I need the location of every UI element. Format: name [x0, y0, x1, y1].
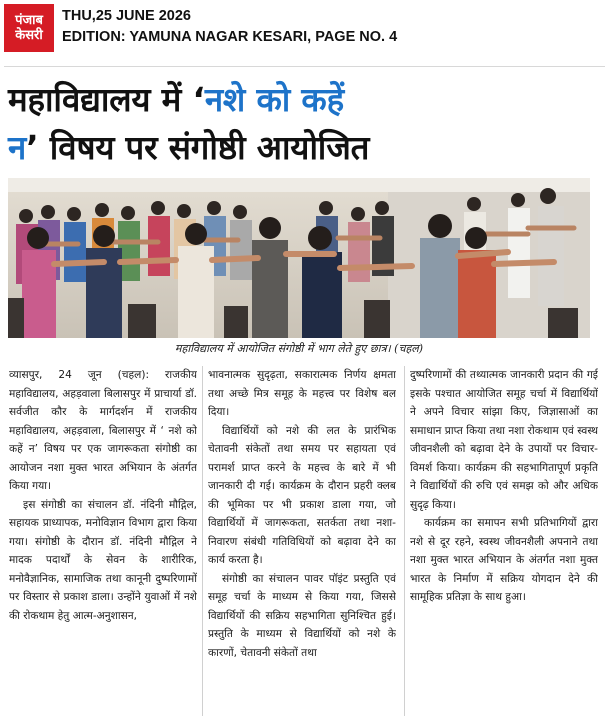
- headline-part-2: ’ विषय पर संगोष्ठी आयोजित: [26, 128, 370, 167]
- column-2-paragraph-2: विद्यार्थियों को नशे की लत के प्रारंभिक चेतावनी संकेतों तथा समय पर सहायता एवं परामर्श प्राप्त करने के महत्त्व के बारे में भी जानकारी दी गई। कार्यक्रम के दौरान प्रहरी क्लब की भूमिका पर भी प्रकाश डाला गया, जो विद्यार्थियों में जागरूकता, सतर्कता तथा नशा-निवारण संबंधी गतिविधियों को बढ़ावा देने का कार्य करता है।: [208, 424, 396, 566]
- column-3-paragraph-1: दुष्परिणामों की तथ्यात्मक जानकारी प्रदान की गई इसके पश्चात आयोजित समूह चर्चा में विद्यार्थियों ने अपने विचार सांझा किए, जिज्ञासाओं का समाधान प्राप्त किया तथा नशा रोकथाम एवं स्वस्थ जीवनशैली को बढ़ावा देने के उपायों पर विचार-विमर्श किया। कार्यक्रम की सहभागितापूर्ण प्रकृति ने विद्यार्थियों की रुचि एवं समझ को और अधिक सुदृढ़ किया।: [410, 369, 598, 511]
- column-2-paragraph-3: संगोष्ठी का संचालन पावर पॉइंट प्रस्तुति एवं समूह चर्चा के माध्यम से किया गया, जिससे विद्यार्थियों की सक्रिय सहभागिता सुनिश्चित हुई। प्रस्तुति के माध्यम से विद्यार्थियों को नशे के कारणों, चेतावनी संकेतों तथा: [208, 572, 396, 659]
- edition-meta: [62, 6, 397, 48]
- article-photo: [8, 178, 590, 338]
- punjab-kesari-logo: [4, 4, 54, 52]
- column-1-paragraph-2: इस संगोष्ठी का संचालन डॉ. नंदिनी मौद्गिल, सहायक प्राध्यापक, मनोविज्ञान विभाग द्वारा किया गया। संगोष्ठी के दौरान डॉ. नंदिनी मौद्गिल ने मादक पदार्थों के सेवन के शारीरिक, मनोवैज्ञानिक, सामाजिक तथा कानूनी दुष्परिणामों पर विस्तार से प्रकाश डाला। उन्होंने युवाओं में नशे की रोकथाम हेतु आत्म-अनुशासन,: [9, 498, 197, 622]
- column-2-paragraph-1: भावनात्मक सुदृढ़ता, सकारात्मक निर्णय क्षमता तथा अच्छे मित्र समूह के महत्त्व पर विशेष बल दिया।: [208, 369, 396, 418]
- publication-date: THU,25 JUNE 2026: [62, 8, 191, 24]
- article-column-3: [410, 366, 598, 724]
- article-headline: [8, 76, 604, 172]
- headline-highlight-2: न: [8, 128, 27, 167]
- logo-line-2: केसरी: [15, 28, 43, 43]
- seminar-photo-illustration: [8, 178, 590, 338]
- article-column-1: [9, 366, 197, 724]
- logo-line-1: पंजाब: [15, 13, 43, 28]
- column-divider: [202, 366, 203, 716]
- newspaper-header: [0, 0, 609, 54]
- column-divider: [404, 366, 405, 716]
- headline-highlight-1: नशे को कहें: [204, 80, 344, 119]
- photo-caption: महाविद्यालय में आयोजित संगोष्ठी में भाग लेते हुए छात्र। (चहल): [174, 342, 424, 355]
- column-3-paragraph-2: कार्यक्रम का समापन सभी प्रतिभागियों द्वारा नशे से दूर रहने, स्वस्थ जीवनशैली अपनाने तथा नशा मुक्त भारत अभियान के अंतर्गत नशा मुक्त भारत के निर्माण में सक्रिय योगदान देने की सामूहिक प्रतिज्ञा के साथ हुआ।: [410, 517, 598, 603]
- headline-part-1: महाविद्यालय में ‘: [8, 80, 205, 119]
- article-column-2: [208, 366, 396, 724]
- column-1-paragraph-1: व्यासपुर, 24 जून (चहल): राजकीय महाविद्यालय, अहड़वाला बिलासपुर में प्राचार्या डॉ. सर्वजीत कौर के मार्गदर्शन में राजकीय महाविद्यालय, अहड़वाला, बिलासपुर में ‘ नशे को कहें न’ विषय पर एक जागरूकता संगोष्ठी का आयोजन नशा मुक्त भारत अभियान के अंतर्गत किया गया।: [9, 369, 197, 492]
- edition-info: EDITION: YAMUNA NAGAR KESARI, PAGE NO. 4: [62, 29, 398, 45]
